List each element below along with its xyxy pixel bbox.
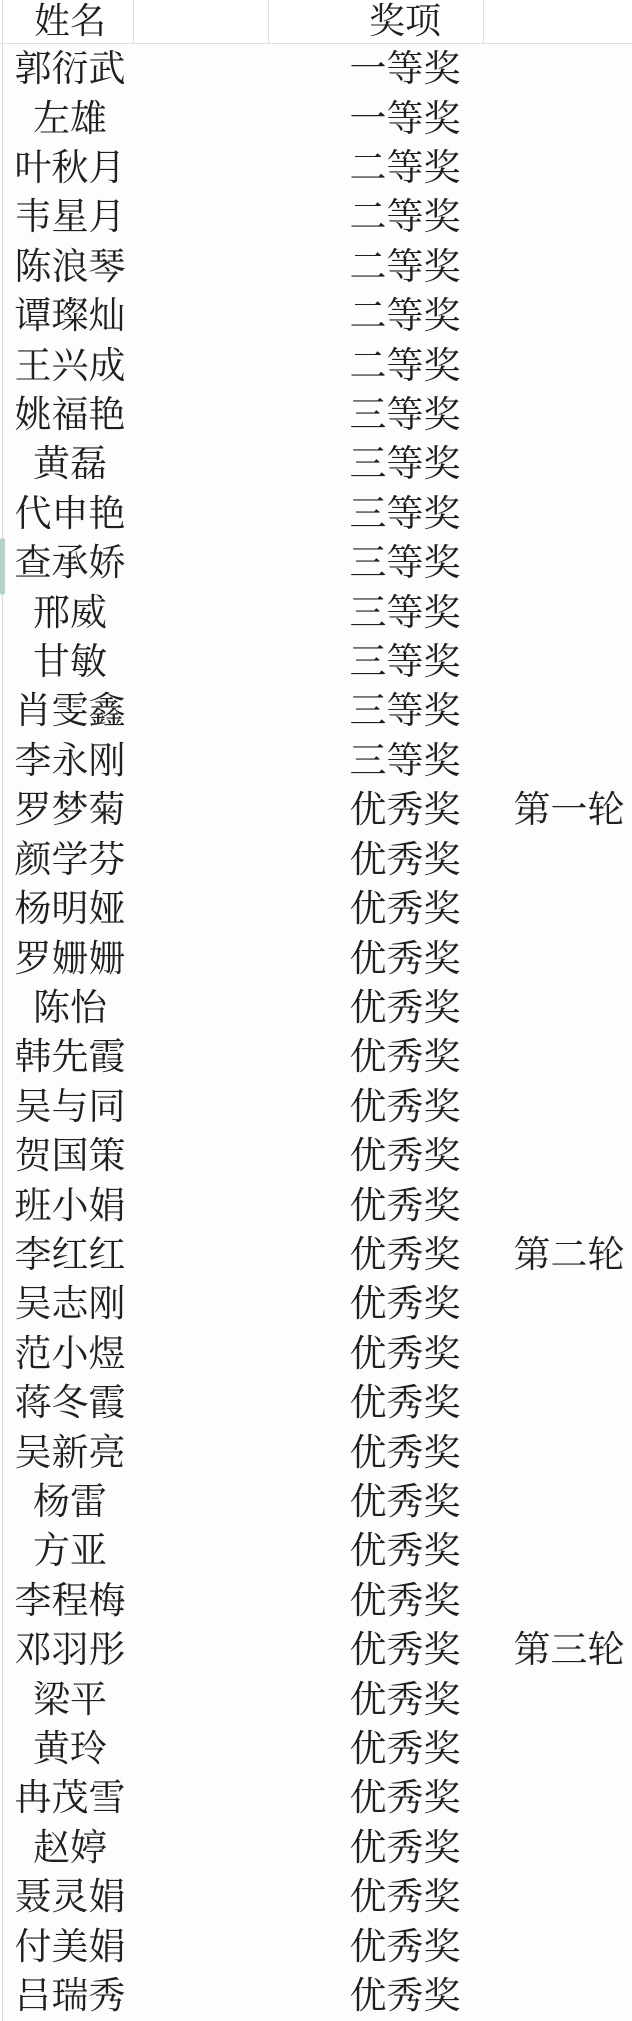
table-row (0, 1082, 632, 1131)
award-cell[interactable]: 三等奖 (349, 393, 461, 437)
table-row (0, 835, 632, 884)
table-row (0, 242, 632, 291)
award-cell[interactable]: 优秀奖 (349, 1183, 461, 1227)
round-cell[interactable] (483, 242, 632, 291)
award-cell[interactable]: 三等奖 (349, 442, 461, 486)
name-cell[interactable]: 李永刚 (14, 738, 126, 782)
round-cell[interactable] (483, 686, 632, 735)
award-cell[interactable]: 优秀奖 (349, 1677, 461, 1721)
round-cell[interactable] (483, 983, 632, 1032)
award-cell[interactable]: 优秀奖 (349, 1875, 461, 1919)
name-cell[interactable]: 邢威 (33, 590, 107, 634)
table-row (0, 1921, 632, 1970)
round-cell[interactable] (483, 1180, 632, 1229)
round-cell[interactable] (483, 1724, 632, 1773)
table-row (0, 1477, 632, 1526)
award-cell[interactable]: 优秀奖 (349, 1479, 461, 1523)
award-cell[interactable]: 二等奖 (349, 146, 461, 190)
name-cell[interactable]: 韦星月 (14, 195, 126, 239)
round-cell[interactable] (483, 93, 632, 142)
round-cell[interactable] (483, 390, 632, 439)
name-cell[interactable]: 梁平 (33, 1677, 107, 1721)
name-cell[interactable]: 范小煜 (14, 1331, 126, 1375)
name-cell[interactable]: 叶秋月 (14, 146, 126, 190)
award-cell[interactable]: 优秀奖 (349, 1381, 461, 1425)
award-cell[interactable]: 优秀奖 (349, 788, 461, 832)
header-gridline (133, 0, 134, 44)
round-cell[interactable]: 第三轮 (513, 1628, 625, 1672)
round-cell[interactable] (483, 439, 632, 488)
round-cell[interactable] (483, 1082, 632, 1131)
round-cell[interactable] (483, 835, 632, 884)
table-row (0, 785, 632, 834)
round-cell[interactable] (483, 1378, 632, 1427)
name-cell[interactable]: 赵婷 (33, 1825, 107, 1869)
award-cell[interactable]: 优秀奖 (349, 1134, 461, 1178)
table-row (0, 1131, 632, 1180)
table-body (0, 44, 632, 2020)
table-row (0, 1674, 632, 1723)
name-cell[interactable]: 杨明娅 (14, 887, 126, 931)
award-cell[interactable]: 优秀奖 (349, 1974, 461, 2018)
award-cell[interactable]: 三等奖 (349, 491, 461, 535)
name-cell[interactable]: 蒋冬霞 (14, 1381, 126, 1425)
round-cell[interactable] (483, 1279, 632, 1328)
table-row (0, 587, 632, 636)
award-cell[interactable]: 优秀奖 (349, 1727, 461, 1771)
name-cell[interactable]: 王兴成 (14, 343, 126, 387)
award-cell[interactable]: 三等奖 (349, 541, 461, 585)
award-cell[interactable]: 优秀奖 (349, 1035, 461, 1079)
name-cell[interactable]: 姚福艳 (14, 393, 126, 437)
table-row (0, 637, 632, 686)
table-row (0, 1427, 632, 1476)
award-cell[interactable]: 二等奖 (349, 343, 461, 387)
award-cell[interactable]: 三等奖 (349, 590, 461, 634)
table-row (0, 340, 632, 389)
name-cell[interactable]: 颜学芬 (14, 837, 126, 881)
name-cell[interactable]: 邓羽彤 (14, 1628, 126, 1672)
award-cell[interactable]: 优秀奖 (349, 1084, 461, 1128)
table-row (0, 1576, 632, 1625)
name-cell[interactable]: 黄磊 (33, 442, 107, 486)
round-cell[interactable] (483, 1823, 632, 1872)
table-row (0, 1230, 632, 1279)
round-cell[interactable] (483, 884, 632, 933)
name-cell[interactable]: 吴新亮 (14, 1430, 126, 1474)
round-cell[interactable] (483, 1329, 632, 1378)
name-cell[interactable]: 谭璨灿 (14, 294, 126, 338)
round-cell[interactable] (483, 192, 632, 241)
name-cell[interactable]: 付美娟 (14, 1924, 126, 1968)
table-row (0, 686, 632, 735)
table-row (0, 933, 632, 982)
name-cell[interactable]: 吴志刚 (14, 1282, 126, 1326)
table-row (0, 1872, 632, 1921)
name-cell[interactable]: 左雄 (33, 96, 107, 140)
name-cell[interactable]: 冉茂雪 (14, 1776, 126, 1820)
round-cell[interactable] (483, 489, 632, 538)
name-cell[interactable]: 代申艳 (14, 491, 126, 535)
name-cell[interactable]: 贺国策 (14, 1134, 126, 1178)
round-cell[interactable] (483, 291, 632, 340)
name-cell[interactable]: 聂灵娟 (14, 1875, 126, 1919)
name-cell[interactable]: 查承娇 (14, 541, 126, 585)
round-cell[interactable] (483, 44, 632, 93)
table-row (0, 489, 632, 538)
table-row (0, 192, 632, 241)
table-row (0, 884, 632, 933)
table-header-row (0, 0, 632, 44)
table-row (0, 1526, 632, 1575)
round-cell[interactable] (483, 1674, 632, 1723)
round-cell[interactable] (483, 1576, 632, 1625)
name-cell[interactable]: 罗梦菊 (14, 788, 126, 832)
table-row (0, 143, 632, 192)
table-row (0, 44, 632, 93)
round-cell[interactable] (483, 736, 632, 785)
table-row (0, 1724, 632, 1773)
table-row (0, 538, 632, 587)
award-cell[interactable]: 优秀奖 (349, 1232, 461, 1276)
award-cell[interactable]: 优秀奖 (349, 887, 461, 931)
award-cell[interactable]: 优秀奖 (349, 1331, 461, 1375)
name-cell[interactable]: 甘敏 (33, 640, 107, 684)
header-gridline (483, 0, 484, 44)
name-cell[interactable]: 韩先霞 (14, 1035, 126, 1079)
name-cell[interactable]: 班小娟 (14, 1183, 126, 1227)
header-cell-award[interactable]: 奖项 (368, 1, 441, 42)
award-cell[interactable]: 优秀奖 (349, 1529, 461, 1573)
header-cell-name[interactable]: 姓名 (33, 1, 106, 42)
round-cell[interactable] (483, 143, 632, 192)
name-cell[interactable]: 肖雯鑫 (14, 689, 126, 733)
award-cell[interactable]: 优秀奖 (349, 1430, 461, 1474)
name-cell[interactable]: 陈怡 (33, 985, 107, 1029)
award-cell[interactable]: 优秀奖 (349, 1628, 461, 1672)
award-cell[interactable]: 一等奖 (349, 96, 461, 140)
table-row (0, 1625, 632, 1674)
round-cell[interactable] (483, 1427, 632, 1476)
award-cell[interactable]: 优秀奖 (349, 837, 461, 881)
round-cell[interactable] (483, 1526, 632, 1575)
award-cell[interactable]: 优秀奖 (349, 1776, 461, 1820)
left-border-line (2, 0, 3, 2021)
table-row (0, 736, 632, 785)
round-cell[interactable] (483, 538, 632, 587)
round-cell[interactable]: 第二轮 (513, 1232, 625, 1276)
award-cell[interactable]: 优秀奖 (349, 1578, 461, 1622)
name-cell[interactable]: 方亚 (33, 1529, 107, 1573)
award-cell[interactable]: 三等奖 (349, 640, 461, 684)
table-row (0, 1823, 632, 1872)
table-row (0, 1378, 632, 1427)
round-cell[interactable] (483, 340, 632, 389)
table-row (0, 291, 632, 340)
award-cell[interactable]: 优秀奖 (349, 1825, 461, 1869)
award-cell[interactable]: 二等奖 (349, 195, 461, 239)
award-cell[interactable]: 优秀奖 (349, 985, 461, 1029)
award-cell[interactable]: 一等奖 (349, 47, 461, 91)
award-cell[interactable]: 优秀奖 (349, 1924, 461, 1968)
table-row (0, 1971, 632, 2020)
name-cell[interactable]: 吴与同 (14, 1084, 126, 1128)
table-row (0, 390, 632, 439)
table-row (0, 1032, 632, 1081)
award-cell[interactable]: 三等奖 (349, 738, 461, 782)
round-cell[interactable] (483, 1131, 632, 1180)
scrollbar-thumb[interactable] (0, 538, 5, 595)
table-row (0, 1180, 632, 1229)
table-row (0, 439, 632, 488)
round-cell[interactable] (483, 1032, 632, 1081)
award-cell[interactable]: 二等奖 (349, 244, 461, 288)
round-cell[interactable] (483, 933, 632, 982)
table-row (0, 983, 632, 1032)
name-cell[interactable]: 李程梅 (14, 1578, 126, 1622)
header-gridline (268, 0, 269, 44)
name-cell[interactable]: 李红红 (14, 1232, 126, 1276)
award-cell[interactable]: 优秀奖 (349, 936, 461, 980)
award-cell[interactable]: 三等奖 (349, 689, 461, 733)
round-cell[interactable] (483, 1773, 632, 1822)
name-cell[interactable]: 黄玲 (33, 1727, 107, 1771)
table-row (0, 93, 632, 142)
round-cell[interactable] (483, 1872, 632, 1921)
table-row (0, 1329, 632, 1378)
name-cell[interactable]: 罗姗姗 (14, 936, 126, 980)
round-cell[interactable] (483, 1921, 632, 1970)
round-cell[interactable]: 第一轮 (513, 788, 625, 832)
table-row (0, 1773, 632, 1822)
award-cell[interactable]: 优秀奖 (349, 1282, 461, 1326)
award-cell[interactable]: 二等奖 (349, 294, 461, 338)
round-cell[interactable] (483, 1971, 632, 2020)
name-cell[interactable]: 吕瑞秀 (14, 1974, 126, 2018)
name-cell[interactable]: 陈浪琴 (14, 244, 126, 288)
round-cell[interactable] (483, 587, 632, 636)
table-row (0, 1279, 632, 1328)
name-cell[interactable]: 杨雷 (33, 1479, 107, 1523)
round-cell[interactable] (483, 637, 632, 686)
header-cell-round[interactable] (483, 0, 632, 44)
round-cell[interactable] (483, 1477, 632, 1526)
name-cell[interactable]: 郭衍武 (14, 47, 126, 91)
